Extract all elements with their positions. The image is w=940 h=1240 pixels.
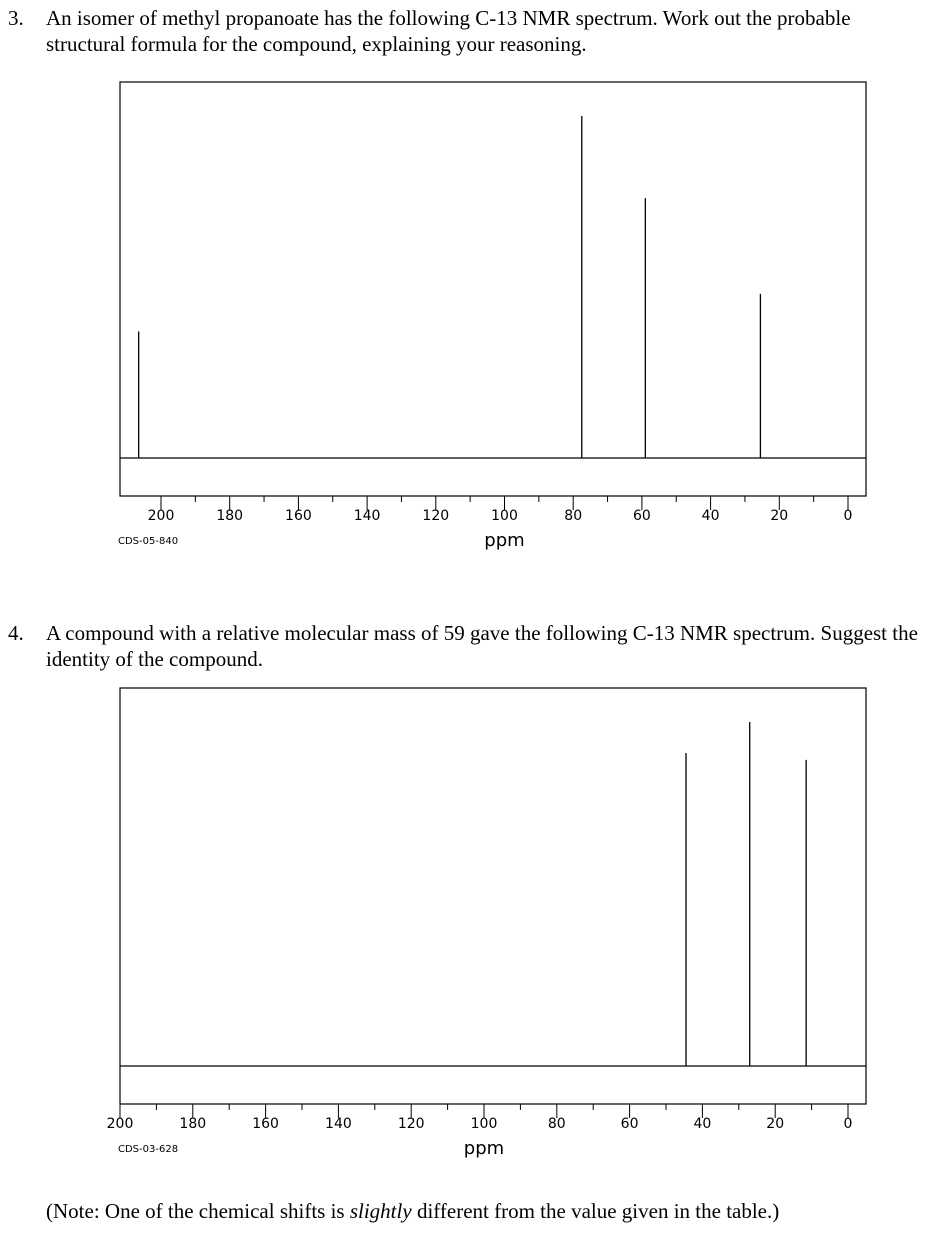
tick-label: 100 (491, 508, 518, 524)
tick-label: 160 (252, 1116, 279, 1132)
tick-label: 100 (470, 1116, 498, 1132)
x-axis-label: ppm (484, 530, 525, 551)
nmr-spectrum-2 (100, 684, 890, 1184)
spectrum-id: CDS-05-840 (118, 536, 179, 547)
spectrum-svg (100, 684, 890, 1184)
plot-frame (120, 82, 866, 496)
tick-label: 180 (179, 1116, 207, 1132)
tick-label: 140 (325, 1116, 352, 1132)
tick-label: 120 (397, 1116, 425, 1132)
spectrum-id: CDS-03-628 (118, 1144, 179, 1155)
spectrum-svg (100, 78, 890, 578)
note-text-before: (Note: One of the chemical shifts is (46, 1199, 350, 1223)
tick-label: 160 (285, 508, 312, 524)
question-number: 3. (8, 6, 24, 30)
tick-label: 140 (353, 508, 381, 524)
tick-label: 80 (564, 508, 583, 524)
x-axis-label: ppm (463, 1138, 505, 1159)
tick-label: 60 (620, 1116, 639, 1132)
tick-label: 40 (693, 1116, 712, 1132)
tick-label: 20 (766, 1116, 785, 1132)
question-3 (8, 5, 918, 57)
question-4 (8, 620, 918, 672)
tick-label: 180 (216, 508, 244, 524)
question-text: An isomer of methyl propanoate has the following C-13 NMR spectrum. Work out the probable structural formula for the compound, explaining your reasoning. (46, 6, 851, 56)
tick-label: 120 (422, 508, 450, 524)
nmr-spectrum-1 (100, 78, 890, 578)
tick-label: 200 (106, 1116, 134, 1132)
tick-label: 0 (843, 1116, 853, 1132)
tick-label: 40 (701, 508, 720, 524)
tick-label: 20 (770, 508, 789, 524)
note (46, 1198, 916, 1224)
question-text: A compound with a relative molecular mass of 59 gave the following C-13 NMR spectrum. Suggest the identity of the compound. (46, 621, 918, 671)
tick-label: 200 (147, 508, 175, 524)
question-number: 4. (8, 621, 24, 645)
tick-label: 80 (547, 1116, 566, 1132)
tick-label: 0 (843, 508, 853, 524)
tick-label: 60 (632, 508, 651, 524)
note-emphasis: slightly (349, 1199, 412, 1223)
plot-frame (120, 688, 866, 1104)
note-text-after: different from the value given in the table.) (411, 1199, 780, 1223)
